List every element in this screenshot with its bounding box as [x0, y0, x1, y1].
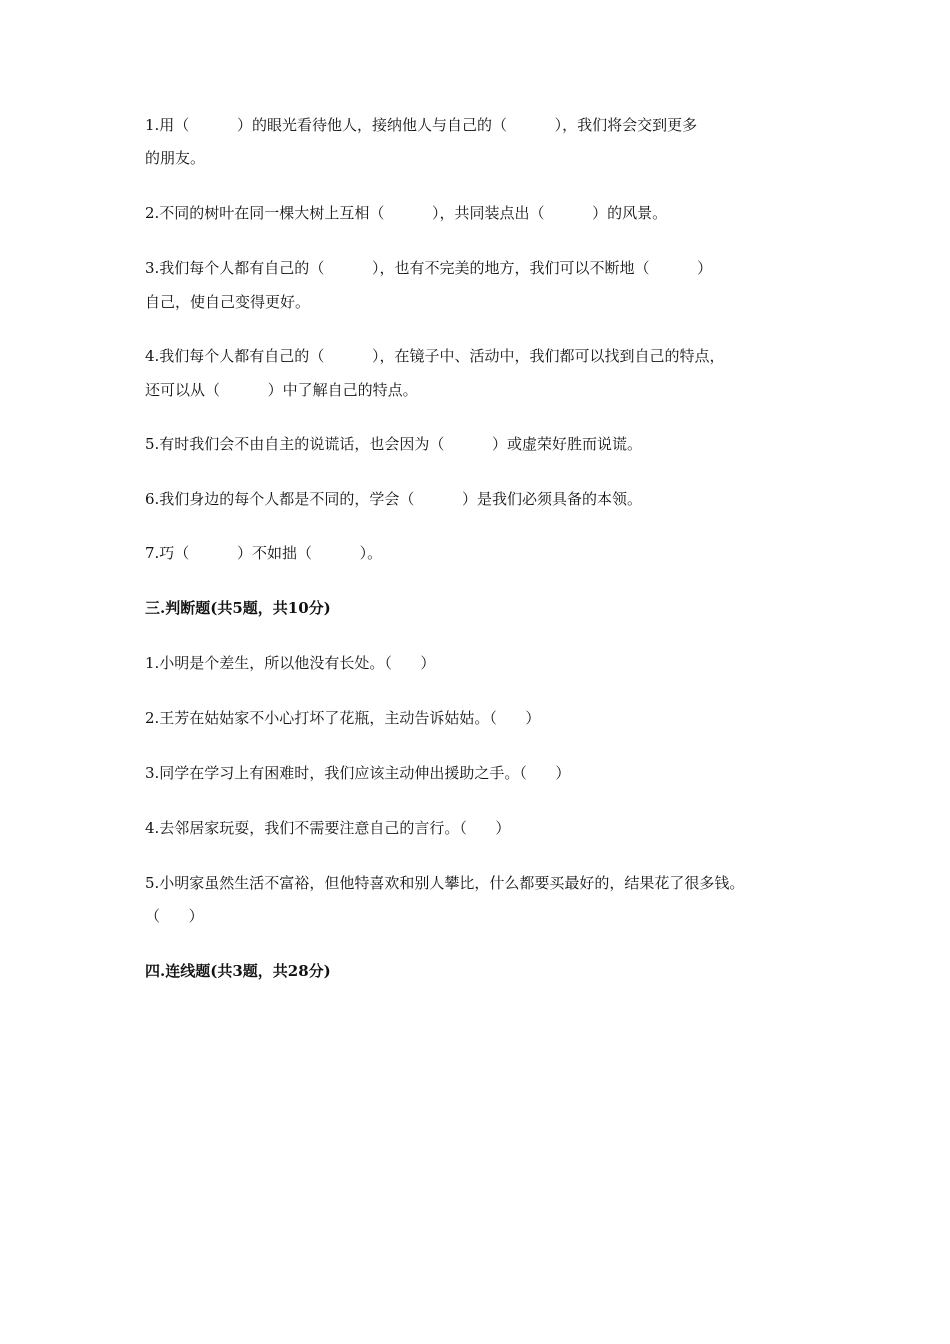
- fill-q4-line1: 4.我们每个人都有自己的（ ），在镜子中、活动中，我们都可以找到自己的特点，: [145, 347, 725, 365]
- judge-q1-line1: 1.小明是个差生，所以他没有长处。（ ）: [145, 654, 436, 672]
- fill-q6-line1: 6.我们身边的每个人都是不同的，学会（ ）是我们必须具备的本领。: [145, 490, 642, 508]
- fill-q4-line2: 还可以从（ ）中了解自己的特点。: [145, 381, 418, 399]
- judge-q4-line1: 4.去邻居家玩耍，我们不需要注意自己的言行。（ ）: [145, 819, 511, 837]
- judge-q5-line1: 5.小明家虽然生活不富裕，但他特喜欢和别人攀比，什么都要买最好的，结果花了很多钱。: [145, 874, 745, 892]
- fill-q3-line1: 3.我们每个人都有自己的（ ），也有不完美的地方，我们可以不断地（ ）: [145, 259, 713, 277]
- fill-q7-line1: 7.巧（ ）不如拙（ ）。: [145, 544, 383, 562]
- fill-q3-line2: 自己，使自己变得更好。: [145, 293, 311, 311]
- judge-q3-line1: 3.同学在学习上有困难时，我们应该主动伸出援助之手。（ ）: [145, 764, 571, 782]
- fill-q5-line1: 5.有时我们会不由自主的说谎话，也会因为（ ）或虚荣好胜而说谎。: [145, 435, 642, 453]
- fill-q2-line1: 2.不同的树叶在同一棵大树上互相（ ），共同装点出（ ）的风景。: [145, 204, 668, 222]
- judge-q5-line2: （ ）: [145, 907, 204, 925]
- fill-q1-line1: 1.用（ ）的眼光看待他人，接纳他人与自己的（ ），我们将会交到更多: [145, 116, 698, 134]
- judge-q2-line1: 2.王芳在姑姑家不小心打坏了花瓶，主动告诉姑姑。（ ）: [145, 709, 541, 727]
- match-section-heading: 四.连线题(共3题，共28分): [145, 962, 331, 980]
- fill-q1-line2: 的朋友。: [145, 149, 206, 167]
- judge-section-heading: 三.判断题(共5题，共10分): [145, 599, 331, 617]
